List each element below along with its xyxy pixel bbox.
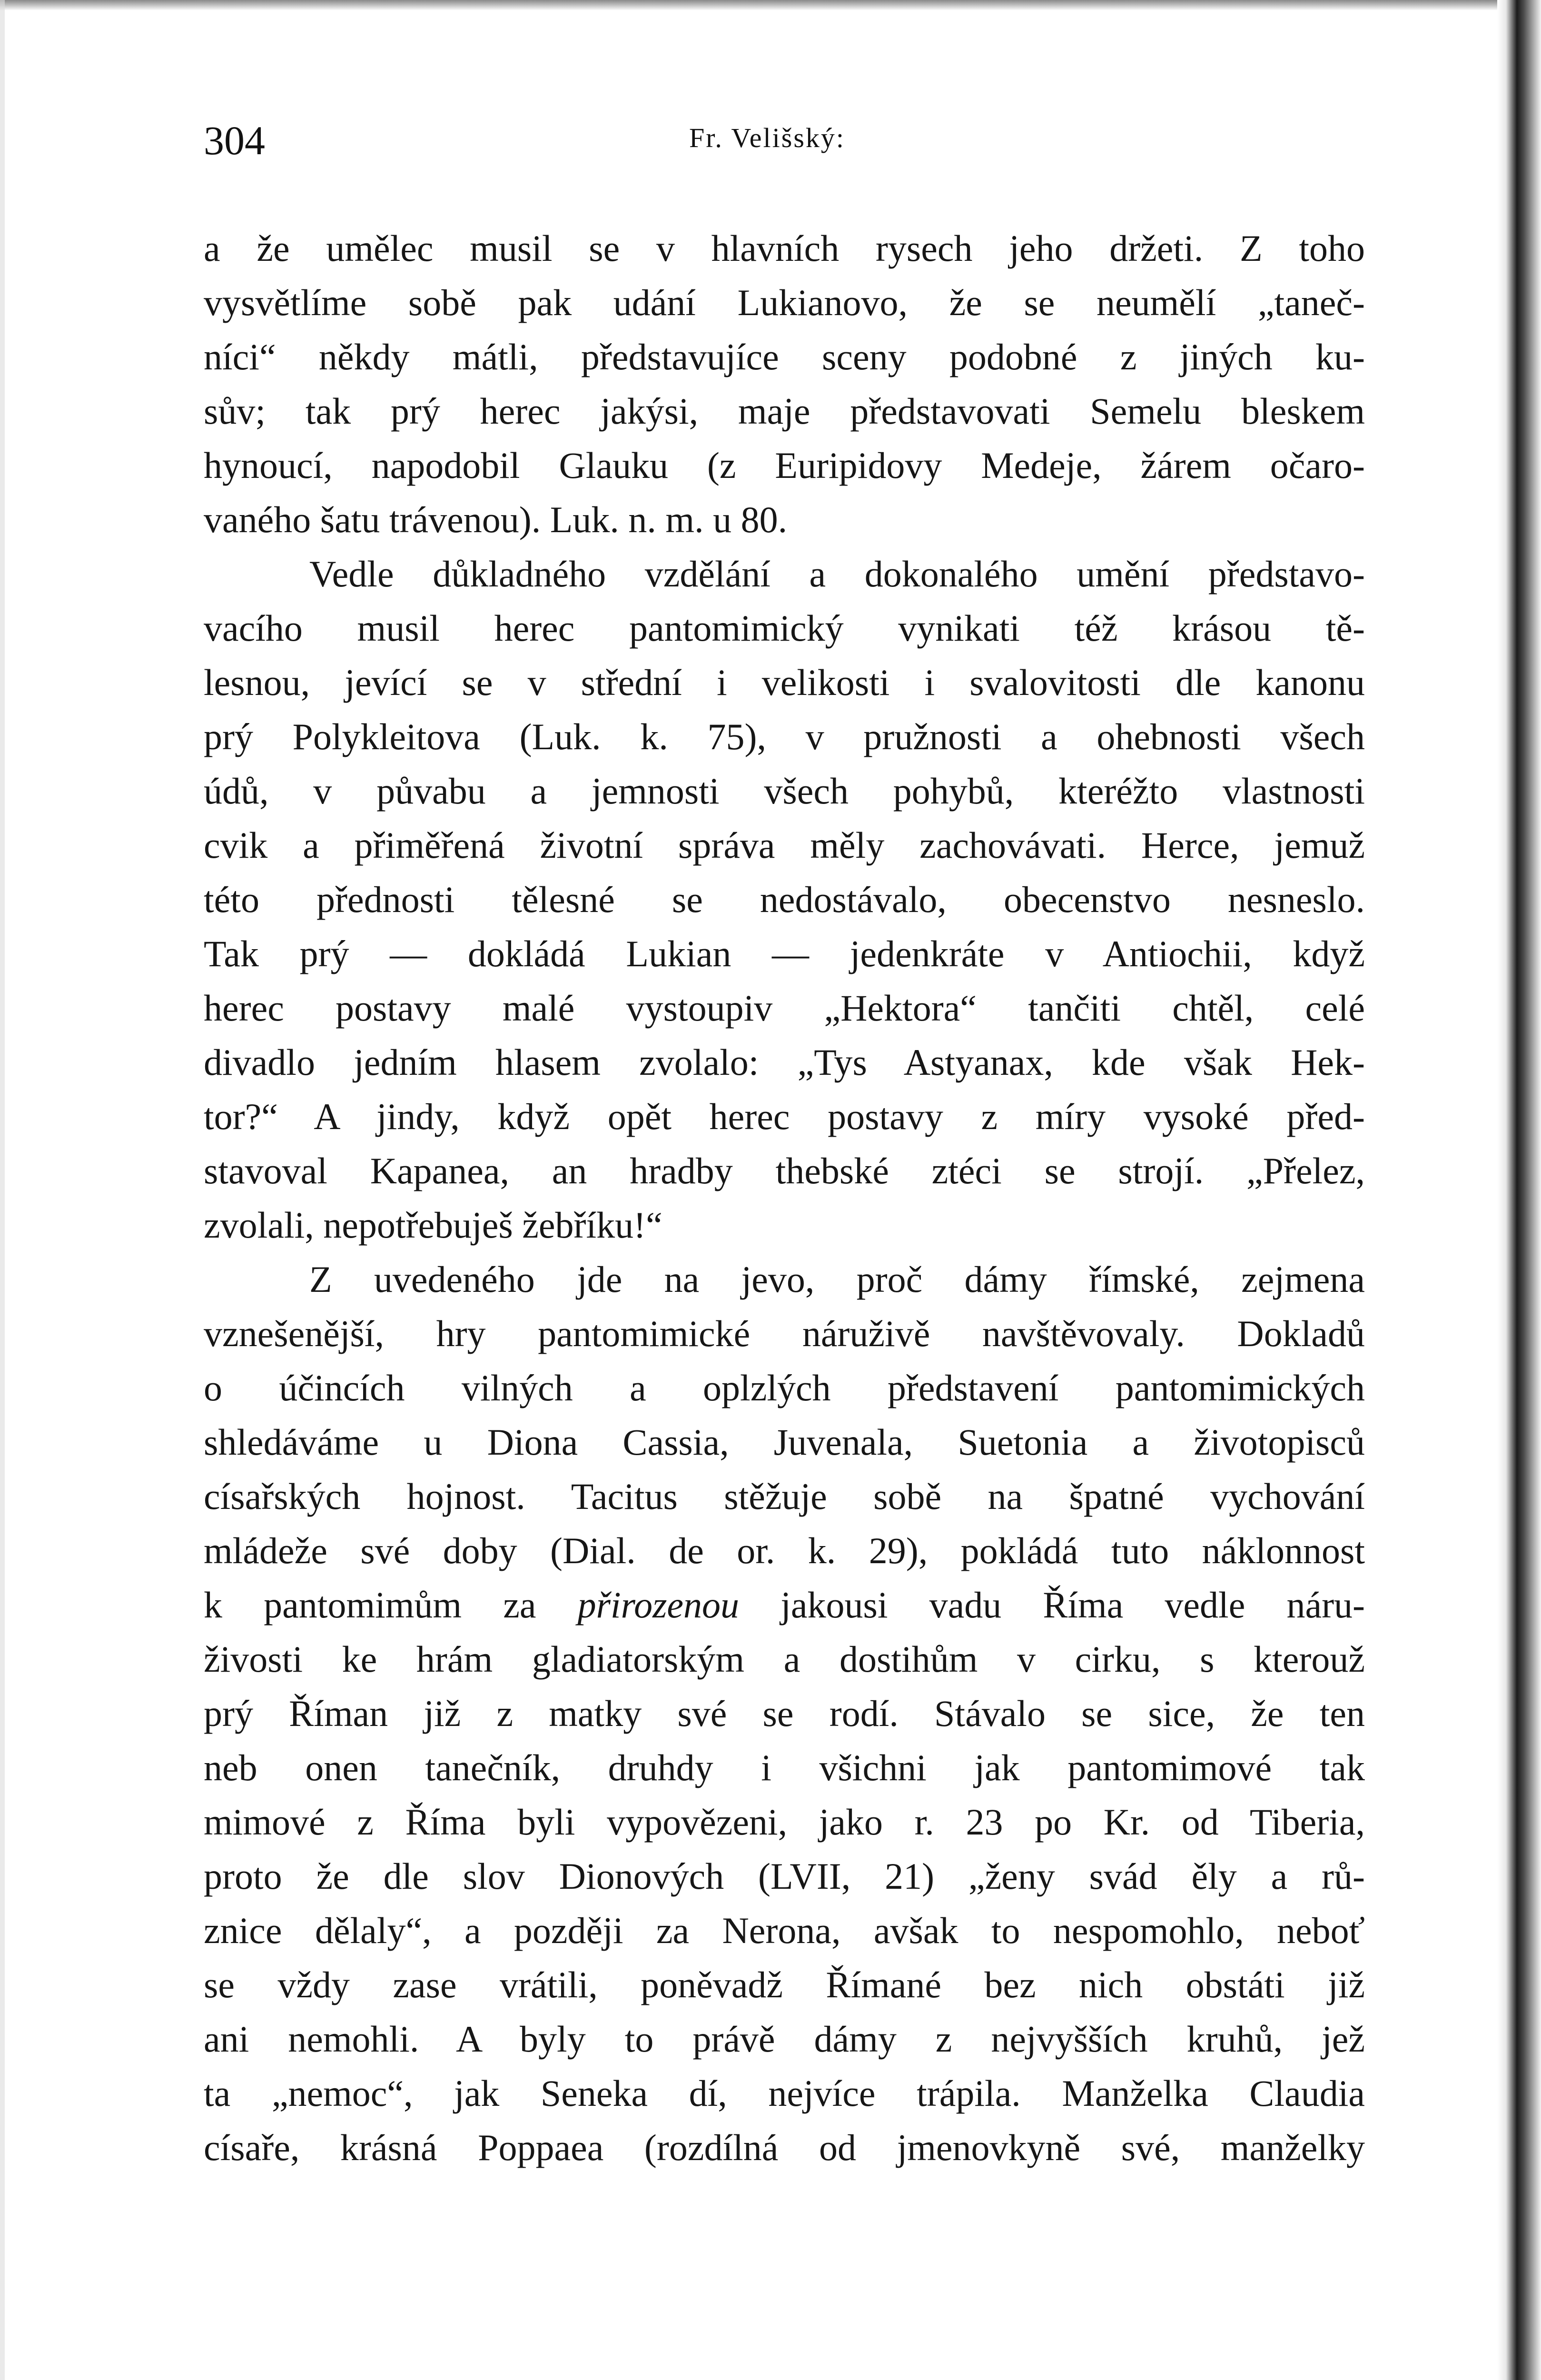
text-line: mládeže své doby (Dial. de or. k. 29), pokládá tuto náklonnost (204, 1530, 1365, 1571)
text-line: vznešenější, hry pantomimické náruživě navštěvovaly. Dokladů (204, 1313, 1365, 1354)
text-line: zvolali, nepotřebuješ žebříku!“ (204, 1204, 662, 1246)
text-line: vacího musil herec pantomimický vynikati též krásou tě- (204, 607, 1365, 649)
text-line: tor?“ A jindy, když opět herec postavy z míry vysoké před- (204, 1096, 1365, 1137)
text-line: císaře, krásná Poppaea (rozdílná od jmenovkyně své, manželky (204, 2127, 1365, 2168)
text-line: proto že dle slov Dionových (LVII, 21) „ženy svád ěly a rů- (204, 1855, 1365, 1897)
text-line: údů, v půvabu a jemnosti všech pohybů, kteréžto vlastnosti (204, 770, 1365, 812)
page-header (204, 114, 1365, 176)
text-segment: jakousi vadu Říma vedle náru- (780, 1584, 1365, 1626)
text-line: cvik a přiměřená životní správa měly zachovávati. Herce, jemuž (204, 824, 1365, 866)
text-line: vaného šatu trávenou). Luk. n. m. u 80. (204, 499, 788, 540)
text-line: stavoval Kapanea, an hradby thebské ztéci se strojí. „Přelez, (204, 1150, 1365, 1191)
text-line: divadlo jedním hlasem zvolalo: „Tys Astyanax, kde však Hek- (204, 1041, 1365, 1083)
text-line: níci“ někdy mátli, představujíce sceny podobné z jiných ku- (204, 336, 1365, 377)
text-line: živosti ke hrám gladiatorským a dostihům v cirku, s kterouž (204, 1638, 1365, 1680)
text-line: této přednosti tělesné se nedostávalo, obecenstvo nesneslo. (204, 879, 1365, 920)
text-line: sův; tak prý herec jakýsi, maje představovati Semelu bleskem (204, 390, 1365, 432)
text-segment: k pantomimům za (204, 1584, 536, 1626)
text-line: ta „nemoc“, jak Seneka dí, nejvíce trápila. Manželka Claudia (204, 2073, 1365, 2114)
text-line: prý Polykleitova (Luk. k. 75), v pružnosti a ohebnosti všech (204, 716, 1365, 757)
text-line: ani nemohli. A byly to právě dámy z nejvyšších kruhů, jež (204, 2018, 1365, 2060)
text-line: herec postavy malé vystoupiv „Hektora“ tančiti chtěl, celé (204, 987, 1365, 1029)
paragraph-start-line: Z uvedeného jde na jevo, proč dámy římské, zejmena (309, 1259, 1365, 1300)
text-line: a že umělec musil se v hlavních rysech jeho držeti. Z toho (204, 228, 1365, 269)
text-line: císařských hojnost. Tacitus stěžuje sobě na špatné vychování (204, 1476, 1365, 1517)
text-line: o účincích vilných a oplzlých představení pantomimických (204, 1367, 1365, 1408)
scan-edge-left (0, 0, 5, 2380)
text-line: znice dělaly“, a později za Nerona, avšak to nespomohlo, neboť (204, 1910, 1365, 1951)
body-text (204, 221, 1365, 2175)
running-head: Fr. Velišský: (689, 122, 846, 153)
text-line: neb onen tanečník, druhdy i všichni jak pantomimové tak (204, 1747, 1365, 1788)
page-number: 304 (204, 118, 265, 163)
text-line: mimové z Říma byli vypovězeni, jako r. 23 po Kr. od Tiberia, (204, 1801, 1365, 1843)
text-line: vysvětlíme sobě pak udání Lukianovo, že se neumělí „taneč- (204, 282, 1365, 323)
text-line: lesnou, jevící se v střední i velikosti i svalovitosti dle kanonu (204, 662, 1365, 703)
italic-word: přirozenou (577, 1584, 740, 1626)
text-line-with-italic (204, 1578, 1365, 1632)
scan-edge-right (1497, 0, 1541, 2380)
text-line: se vždy zase vrátili, poněvadž Římané bez nich obstáti již (204, 1964, 1365, 2005)
text-line: hynoucí, napodobil Glauku (z Euripidovy Medeje, žárem očaro- (204, 445, 1365, 486)
text-line: shledáváme u Diona Cassia, Juvenala, Suetonia a životopisců (204, 1421, 1365, 1463)
text-line: Tak prý — dokládá Lukian — jedenkráte v Antiochii, když (204, 933, 1365, 974)
paragraph-start-line: Vedle důkladného vzdělání a dokonalého umění představo- (309, 553, 1365, 595)
scan-edge-top (0, 0, 1541, 10)
text-line: prý Říman již z matky své se rodí. Stávalo se sice, že ten (204, 1693, 1365, 1734)
